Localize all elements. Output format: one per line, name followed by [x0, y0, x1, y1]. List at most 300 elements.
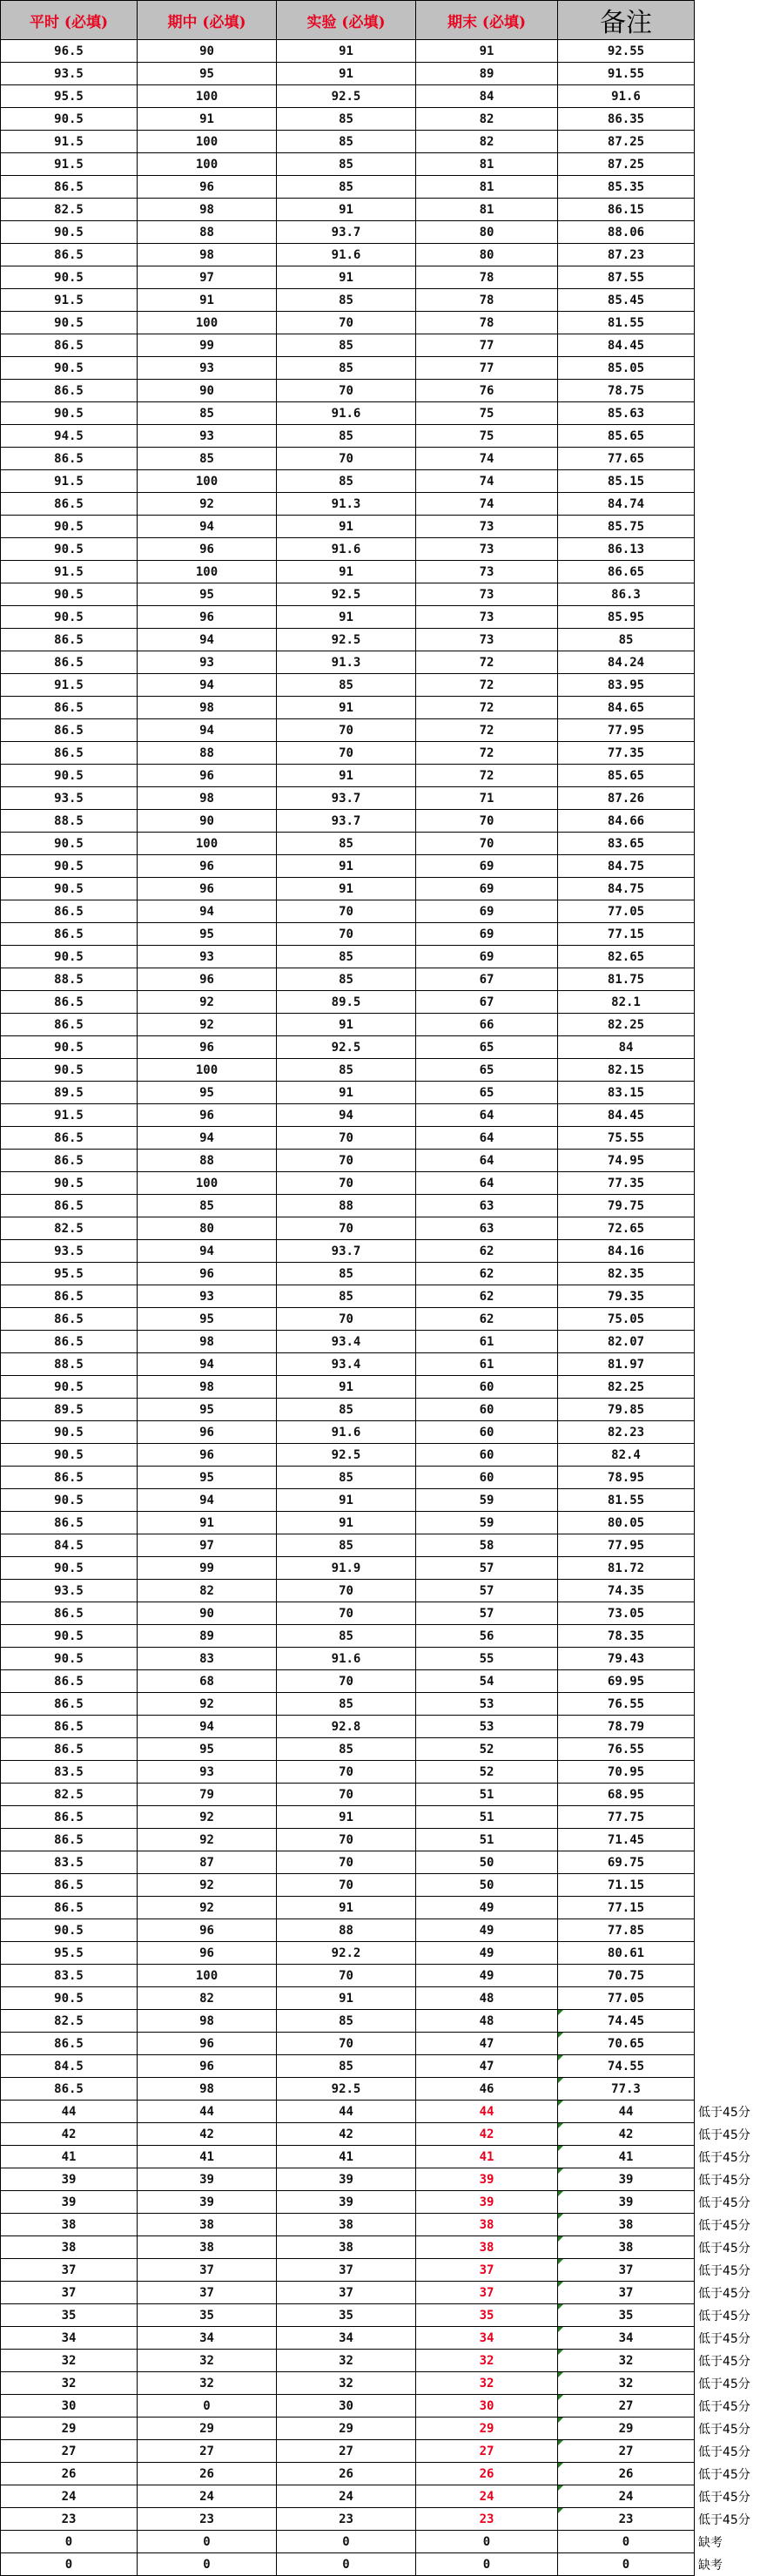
- cell-final[interactable]: 32: [416, 2372, 558, 2395]
- cell-lab[interactable]: 70: [277, 1874, 416, 1897]
- cell-midterm[interactable]: 90: [138, 810, 277, 833]
- cell-final[interactable]: 69: [416, 878, 558, 900]
- cell-regular[interactable]: 91.5: [1, 289, 138, 312]
- cell-total[interactable]: 75.05: [558, 1308, 695, 1331]
- header-midterm-score[interactable]: 期中 (必填): [138, 1, 277, 40]
- cell-lab[interactable]: 91.6: [277, 538, 416, 561]
- cell-total[interactable]: 71.15: [558, 1874, 695, 1897]
- cell-final[interactable]: 59: [416, 1512, 558, 1534]
- cell-note[interactable]: 低于45分: [695, 2304, 760, 2327]
- cell-total[interactable]: 32: [558, 2372, 695, 2395]
- cell-lab[interactable]: 93.7: [277, 221, 416, 244]
- cell-final[interactable]: 53: [416, 1693, 558, 1716]
- cell-midterm[interactable]: 98: [138, 244, 277, 266]
- cell-midterm[interactable]: 100: [138, 470, 277, 493]
- cell-final[interactable]: 64: [416, 1127, 558, 1150]
- cell-midterm[interactable]: 96: [138, 176, 277, 199]
- cell-total[interactable]: 81.97: [558, 1353, 695, 1376]
- cell-note[interactable]: 低于45分: [695, 2282, 760, 2304]
- cell-total[interactable]: 77.15: [558, 1897, 695, 1919]
- cell-final[interactable]: 55: [416, 1648, 558, 1670]
- cell-midterm[interactable]: 92: [138, 1897, 277, 1919]
- cell-midterm[interactable]: 96: [138, 1421, 277, 1444]
- cell-final[interactable]: 74: [416, 470, 558, 493]
- cell-regular[interactable]: 84.5: [1, 1534, 138, 1557]
- cell-note[interactable]: [695, 1897, 760, 1919]
- cell-note[interactable]: [695, 1489, 760, 1512]
- cell-lab[interactable]: 91: [277, 1806, 416, 1829]
- cell-note[interactable]: [695, 1761, 760, 1784]
- cell-lab[interactable]: 91: [277, 1082, 416, 1104]
- cell-final[interactable]: 77: [416, 357, 558, 380]
- cell-note[interactable]: [695, 1444, 760, 1467]
- cell-lab[interactable]: 91.6: [277, 402, 416, 425]
- cell-final[interactable]: 38: [416, 2236, 558, 2259]
- cell-note[interactable]: [695, 448, 760, 470]
- cell-regular[interactable]: 86.5: [1, 244, 138, 266]
- cell-regular[interactable]: 42: [1, 2123, 138, 2146]
- cell-midterm[interactable]: 100: [138, 153, 277, 176]
- cell-regular[interactable]: 90.5: [1, 1557, 138, 1580]
- cell-lab[interactable]: 85: [277, 1467, 416, 1489]
- cell-lab[interactable]: 91: [277, 561, 416, 583]
- cell-final[interactable]: 52: [416, 1738, 558, 1761]
- cell-total[interactable]: 74.35: [558, 1580, 695, 1602]
- cell-lab[interactable]: 70: [277, 380, 416, 402]
- cell-note[interactable]: [695, 991, 760, 1014]
- cell-note[interactable]: [695, 312, 760, 334]
- cell-midterm[interactable]: 92: [138, 991, 277, 1014]
- cell-regular[interactable]: 82.5: [1, 1784, 138, 1806]
- cell-total[interactable]: 37: [558, 2282, 695, 2304]
- cell-note[interactable]: [695, 878, 760, 900]
- cell-note[interactable]: [695, 1150, 760, 1172]
- cell-note[interactable]: [695, 742, 760, 765]
- cell-note[interactable]: [695, 1014, 760, 1036]
- cell-total[interactable]: 69.75: [558, 1851, 695, 1874]
- cell-regular[interactable]: 83.5: [1, 1761, 138, 1784]
- cell-note[interactable]: [695, 787, 760, 810]
- cell-midterm[interactable]: 0: [138, 2531, 277, 2553]
- cell-midterm[interactable]: 100: [138, 833, 277, 855]
- cell-lab[interactable]: 91: [277, 765, 416, 787]
- cell-regular[interactable]: 37: [1, 2282, 138, 2304]
- cell-midterm[interactable]: 87: [138, 1851, 277, 1874]
- cell-note[interactable]: [695, 153, 760, 176]
- cell-total[interactable]: 70.75: [558, 1965, 695, 1987]
- cell-lab[interactable]: 91: [277, 1489, 416, 1512]
- cell-midterm[interactable]: 96: [138, 1942, 277, 1965]
- cell-regular[interactable]: 90.5: [1, 1648, 138, 1670]
- cell-final[interactable]: 65: [416, 1082, 558, 1104]
- cell-midterm[interactable]: 93: [138, 1285, 277, 1308]
- cell-note[interactable]: 缺考: [695, 2531, 760, 2553]
- cell-midterm[interactable]: 97: [138, 1534, 277, 1557]
- cell-final[interactable]: 72: [416, 697, 558, 719]
- cell-lab[interactable]: 29: [277, 2418, 416, 2440]
- cell-note[interactable]: 低于45分: [695, 2168, 760, 2191]
- cell-regular[interactable]: 90.5: [1, 1444, 138, 1467]
- cell-regular[interactable]: 86.5: [1, 719, 138, 742]
- cell-midterm[interactable]: 44: [138, 2101, 277, 2123]
- cell-regular[interactable]: 95.5: [1, 1263, 138, 1285]
- header-remark[interactable]: 备注: [558, 1, 695, 40]
- cell-final[interactable]: 32: [416, 2350, 558, 2372]
- cell-regular[interactable]: 93.5: [1, 1580, 138, 1602]
- cell-note[interactable]: 低于45分: [695, 2236, 760, 2259]
- cell-lab[interactable]: 88: [277, 1919, 416, 1942]
- cell-regular[interactable]: 27: [1, 2440, 138, 2463]
- cell-final[interactable]: 50: [416, 1851, 558, 1874]
- cell-lab[interactable]: 70: [277, 1851, 416, 1874]
- cell-regular[interactable]: 39: [1, 2168, 138, 2191]
- cell-lab[interactable]: 85: [277, 176, 416, 199]
- cell-total[interactable]: 76.55: [558, 1738, 695, 1761]
- cell-note[interactable]: [695, 63, 760, 85]
- cell-total[interactable]: 68.95: [558, 1784, 695, 1806]
- cell-regular[interactable]: 35: [1, 2304, 138, 2327]
- cell-total[interactable]: 29: [558, 2418, 695, 2440]
- cell-note[interactable]: 低于45分: [695, 2146, 760, 2168]
- cell-regular[interactable]: 90.5: [1, 538, 138, 561]
- cell-midterm[interactable]: 90: [138, 380, 277, 402]
- cell-regular[interactable]: 90.5: [1, 1987, 138, 2010]
- cell-regular[interactable]: 86.5: [1, 448, 138, 470]
- cell-lab[interactable]: 85: [277, 470, 416, 493]
- cell-total[interactable]: 78.79: [558, 1716, 695, 1738]
- cell-regular[interactable]: 86.5: [1, 1897, 138, 1919]
- cell-midterm[interactable]: 100: [138, 1059, 277, 1082]
- cell-total[interactable]: 82.15: [558, 1059, 695, 1082]
- cell-total[interactable]: 24: [558, 2485, 695, 2508]
- cell-final[interactable]: 56: [416, 1625, 558, 1648]
- cell-total[interactable]: 82.4: [558, 1444, 695, 1467]
- cell-total[interactable]: 84.75: [558, 855, 695, 878]
- cell-total[interactable]: 69.95: [558, 1670, 695, 1693]
- cell-regular[interactable]: 86.5: [1, 1331, 138, 1353]
- cell-midterm[interactable]: 94: [138, 1353, 277, 1376]
- cell-note[interactable]: [695, 1082, 760, 1104]
- cell-note[interactable]: [695, 561, 760, 583]
- cell-midterm[interactable]: 100: [138, 561, 277, 583]
- cell-final[interactable]: 58: [416, 1534, 558, 1557]
- cell-final[interactable]: 60: [416, 1467, 558, 1489]
- cell-note[interactable]: [695, 1784, 760, 1806]
- cell-regular[interactable]: 86.5: [1, 629, 138, 651]
- cell-note[interactable]: 低于45分: [695, 2508, 760, 2531]
- cell-lab[interactable]: 91: [277, 1987, 416, 2010]
- cell-regular[interactable]: 88.5: [1, 810, 138, 833]
- cell-midterm[interactable]: 94: [138, 900, 277, 923]
- header-regular-score[interactable]: 平时 (必填): [1, 1, 138, 40]
- cell-total[interactable]: 77.35: [558, 1172, 695, 1195]
- cell-lab[interactable]: 70: [277, 923, 416, 946]
- cell-final[interactable]: 24: [416, 2485, 558, 2508]
- cell-final[interactable]: 0: [416, 2553, 558, 2576]
- cell-final[interactable]: 62: [416, 1308, 558, 1331]
- cell-midterm[interactable]: 27: [138, 2440, 277, 2463]
- cell-midterm[interactable]: 88: [138, 221, 277, 244]
- cell-final[interactable]: 75: [416, 425, 558, 448]
- cell-final[interactable]: 78: [416, 312, 558, 334]
- cell-final[interactable]: 71: [416, 787, 558, 810]
- cell-final[interactable]: 50: [416, 1874, 558, 1897]
- cell-note[interactable]: [695, 1625, 760, 1648]
- cell-final[interactable]: 76: [416, 380, 558, 402]
- cell-final[interactable]: 69: [416, 923, 558, 946]
- cell-midterm[interactable]: 92: [138, 493, 277, 516]
- cell-midterm[interactable]: 37: [138, 2259, 277, 2282]
- cell-final[interactable]: 81: [416, 199, 558, 221]
- cell-midterm[interactable]: 23: [138, 2508, 277, 2531]
- cell-total[interactable]: 85.75: [558, 516, 695, 538]
- cell-note[interactable]: [695, 583, 760, 606]
- cell-total[interactable]: 75.55: [558, 1127, 695, 1150]
- cell-midterm[interactable]: 92: [138, 1014, 277, 1036]
- cell-regular[interactable]: 90.5: [1, 833, 138, 855]
- cell-total[interactable]: 77.05: [558, 900, 695, 923]
- cell-final[interactable]: 73: [416, 606, 558, 629]
- cell-lab[interactable]: 85: [277, 289, 416, 312]
- cell-midterm[interactable]: 34: [138, 2327, 277, 2350]
- cell-total[interactable]: 84.16: [558, 1240, 695, 1263]
- cell-regular[interactable]: 91.5: [1, 153, 138, 176]
- cell-note[interactable]: [695, 493, 760, 516]
- cell-midterm[interactable]: 29: [138, 2418, 277, 2440]
- cell-final[interactable]: 66: [416, 1014, 558, 1036]
- cell-lab[interactable]: 70: [277, 1580, 416, 1602]
- cell-midterm[interactable]: 88: [138, 1150, 277, 1172]
- cell-regular[interactable]: 86.5: [1, 493, 138, 516]
- cell-note[interactable]: [695, 1829, 760, 1851]
- cell-final[interactable]: 51: [416, 1806, 558, 1829]
- cell-regular[interactable]: 90.5: [1, 516, 138, 538]
- cell-total[interactable]: 87.26: [558, 787, 695, 810]
- cell-total[interactable]: 77.15: [558, 923, 695, 946]
- cell-lab[interactable]: 70: [277, 1150, 416, 1172]
- cell-final[interactable]: 52: [416, 1761, 558, 1784]
- cell-lab[interactable]: 70: [277, 1127, 416, 1150]
- cell-final[interactable]: 57: [416, 1580, 558, 1602]
- cell-total[interactable]: 41: [558, 2146, 695, 2168]
- cell-regular[interactable]: 84.5: [1, 2055, 138, 2078]
- cell-midterm[interactable]: 96: [138, 2055, 277, 2078]
- cell-lab[interactable]: 85: [277, 108, 416, 131]
- cell-total[interactable]: 73.05: [558, 1602, 695, 1625]
- cell-midterm[interactable]: 80: [138, 1217, 277, 1240]
- cell-regular[interactable]: 90.5: [1, 1036, 138, 1059]
- cell-total[interactable]: 85.15: [558, 470, 695, 493]
- cell-midterm[interactable]: 37: [138, 2282, 277, 2304]
- cell-final[interactable]: 67: [416, 991, 558, 1014]
- cell-total[interactable]: 72.65: [558, 1217, 695, 1240]
- cell-midterm[interactable]: 96: [138, 1104, 277, 1127]
- cell-lab[interactable]: 94: [277, 1104, 416, 1127]
- cell-note[interactable]: [695, 946, 760, 968]
- cell-total[interactable]: 34: [558, 2327, 695, 2350]
- cell-final[interactable]: 80: [416, 221, 558, 244]
- cell-note[interactable]: [695, 380, 760, 402]
- cell-lab[interactable]: 91.3: [277, 651, 416, 674]
- cell-total[interactable]: 91.55: [558, 63, 695, 85]
- cell-final[interactable]: 54: [416, 1670, 558, 1693]
- cell-lab[interactable]: 85: [277, 2055, 416, 2078]
- cell-total[interactable]: 78.95: [558, 1467, 695, 1489]
- cell-lab[interactable]: 93.4: [277, 1353, 416, 1376]
- cell-note[interactable]: 低于45分: [695, 2395, 760, 2418]
- cell-regular[interactable]: 86.5: [1, 1716, 138, 1738]
- cell-regular[interactable]: 82.5: [1, 199, 138, 221]
- cell-midterm[interactable]: 93: [138, 946, 277, 968]
- cell-total[interactable]: 26: [558, 2463, 695, 2485]
- cell-regular[interactable]: 94.5: [1, 425, 138, 448]
- cell-total[interactable]: 85.45: [558, 289, 695, 312]
- cell-note[interactable]: 低于45分: [695, 2350, 760, 2372]
- cell-lab[interactable]: 93.7: [277, 810, 416, 833]
- cell-regular[interactable]: 90.5: [1, 1919, 138, 1942]
- cell-regular[interactable]: 38: [1, 2214, 138, 2236]
- cell-total[interactable]: 84.24: [558, 651, 695, 674]
- cell-lab[interactable]: 32: [277, 2372, 416, 2395]
- cell-midterm[interactable]: 94: [138, 674, 277, 697]
- cell-final[interactable]: 51: [416, 1829, 558, 1851]
- cell-lab[interactable]: 70: [277, 719, 416, 742]
- cell-total[interactable]: 76.55: [558, 1693, 695, 1716]
- cell-midterm[interactable]: 95: [138, 583, 277, 606]
- cell-regular[interactable]: 86.5: [1, 1467, 138, 1489]
- cell-regular[interactable]: 86.5: [1, 1285, 138, 1308]
- cell-midterm[interactable]: 39: [138, 2168, 277, 2191]
- cell-total[interactable]: 91.6: [558, 85, 695, 108]
- cell-final[interactable]: 89: [416, 63, 558, 85]
- cell-lab[interactable]: 41: [277, 2146, 416, 2168]
- cell-total[interactable]: 77.95: [558, 719, 695, 742]
- cell-midterm[interactable]: 94: [138, 1489, 277, 1512]
- cell-final[interactable]: 60: [416, 1444, 558, 1467]
- cell-regular[interactable]: 86.5: [1, 1602, 138, 1625]
- cell-total[interactable]: 86.65: [558, 561, 695, 583]
- cell-lab[interactable]: 70: [277, 1670, 416, 1693]
- cell-note[interactable]: [695, 1036, 760, 1059]
- cell-note[interactable]: [695, 1331, 760, 1353]
- cell-final[interactable]: 63: [416, 1195, 558, 1217]
- cell-final[interactable]: 49: [416, 1897, 558, 1919]
- cell-regular[interactable]: 95.5: [1, 1942, 138, 1965]
- cell-regular[interactable]: 89.5: [1, 1082, 138, 1104]
- cell-total[interactable]: 85: [558, 629, 695, 651]
- cell-midterm[interactable]: 100: [138, 1965, 277, 1987]
- cell-final[interactable]: 74: [416, 493, 558, 516]
- cell-final[interactable]: 60: [416, 1376, 558, 1399]
- cell-final[interactable]: 67: [416, 968, 558, 991]
- cell-regular[interactable]: 39: [1, 2191, 138, 2214]
- cell-final[interactable]: 75: [416, 402, 558, 425]
- cell-final[interactable]: 69: [416, 946, 558, 968]
- cell-note[interactable]: [695, 244, 760, 266]
- cell-note[interactable]: [695, 108, 760, 131]
- cell-lab[interactable]: 91.3: [277, 493, 416, 516]
- cell-final[interactable]: 39: [416, 2191, 558, 2214]
- cell-regular[interactable]: 86.5: [1, 651, 138, 674]
- cell-midterm[interactable]: 92: [138, 1693, 277, 1716]
- cell-midterm[interactable]: 91: [138, 1512, 277, 1534]
- cell-lab[interactable]: 85: [277, 1399, 416, 1421]
- cell-final[interactable]: 42: [416, 2123, 558, 2146]
- cell-midterm[interactable]: 98: [138, 1331, 277, 1353]
- cell-regular[interactable]: 44: [1, 2101, 138, 2123]
- cell-note[interactable]: [695, 470, 760, 493]
- cell-midterm[interactable]: 42: [138, 2123, 277, 2146]
- cell-regular[interactable]: 86.5: [1, 2033, 138, 2055]
- cell-total[interactable]: 87.25: [558, 153, 695, 176]
- cell-total[interactable]: 32: [558, 2350, 695, 2372]
- cell-lab[interactable]: 91: [277, 40, 416, 63]
- cell-midterm[interactable]: 96: [138, 1444, 277, 1467]
- cell-lab[interactable]: 92.5: [277, 629, 416, 651]
- cell-lab[interactable]: 85: [277, 1059, 416, 1082]
- cell-final[interactable]: 29: [416, 2418, 558, 2440]
- cell-midterm[interactable]: 97: [138, 266, 277, 289]
- cell-total[interactable]: 85.65: [558, 425, 695, 448]
- cell-total[interactable]: 82.25: [558, 1376, 695, 1399]
- cell-note[interactable]: [695, 1738, 760, 1761]
- cell-regular[interactable]: 90.5: [1, 402, 138, 425]
- cell-regular[interactable]: 90.5: [1, 1489, 138, 1512]
- header-lab-score[interactable]: 实验 (必填): [277, 1, 416, 40]
- cell-lab[interactable]: 93.7: [277, 1240, 416, 1263]
- cell-final[interactable]: 53: [416, 1716, 558, 1738]
- cell-total[interactable]: 71.45: [558, 1829, 695, 1851]
- cell-total[interactable]: 83.95: [558, 674, 695, 697]
- cell-midterm[interactable]: 0: [138, 2553, 277, 2576]
- cell-regular[interactable]: 90.5: [1, 221, 138, 244]
- cell-total[interactable]: 74.55: [558, 2055, 695, 2078]
- cell-regular[interactable]: 24: [1, 2485, 138, 2508]
- cell-final[interactable]: 77: [416, 334, 558, 357]
- cell-total[interactable]: 85.95: [558, 606, 695, 629]
- cell-note[interactable]: [695, 606, 760, 629]
- cell-note[interactable]: [695, 1512, 760, 1534]
- cell-midterm[interactable]: 98: [138, 787, 277, 810]
- cell-midterm[interactable]: 90: [138, 1602, 277, 1625]
- cell-midterm[interactable]: 98: [138, 697, 277, 719]
- cell-lab[interactable]: 92.5: [277, 2078, 416, 2101]
- cell-regular[interactable]: 91.5: [1, 561, 138, 583]
- cell-midterm[interactable]: 93: [138, 651, 277, 674]
- cell-total[interactable]: 38: [558, 2236, 695, 2259]
- cell-regular[interactable]: 32: [1, 2372, 138, 2395]
- cell-note[interactable]: [695, 1919, 760, 1942]
- cell-midterm[interactable]: 100: [138, 131, 277, 153]
- cell-regular[interactable]: 30: [1, 2395, 138, 2418]
- cell-lab[interactable]: 85: [277, 1285, 416, 1308]
- cell-midterm[interactable]: 90: [138, 40, 277, 63]
- cell-midterm[interactable]: 79: [138, 1784, 277, 1806]
- cell-regular[interactable]: 88.5: [1, 1353, 138, 1376]
- cell-lab[interactable]: 85: [277, 833, 416, 855]
- cell-regular[interactable]: 93.5: [1, 1240, 138, 1263]
- cell-note[interactable]: [695, 2055, 760, 2078]
- cell-regular[interactable]: 90.5: [1, 1625, 138, 1648]
- cell-midterm[interactable]: 39: [138, 2191, 277, 2214]
- cell-midterm[interactable]: 96: [138, 855, 277, 878]
- cell-lab[interactable]: 70: [277, 1172, 416, 1195]
- cell-final[interactable]: 70: [416, 833, 558, 855]
- cell-regular[interactable]: 86.5: [1, 1195, 138, 1217]
- cell-total[interactable]: 86.13: [558, 538, 695, 561]
- cell-lab[interactable]: 39: [277, 2191, 416, 2214]
- cell-regular[interactable]: 90.5: [1, 108, 138, 131]
